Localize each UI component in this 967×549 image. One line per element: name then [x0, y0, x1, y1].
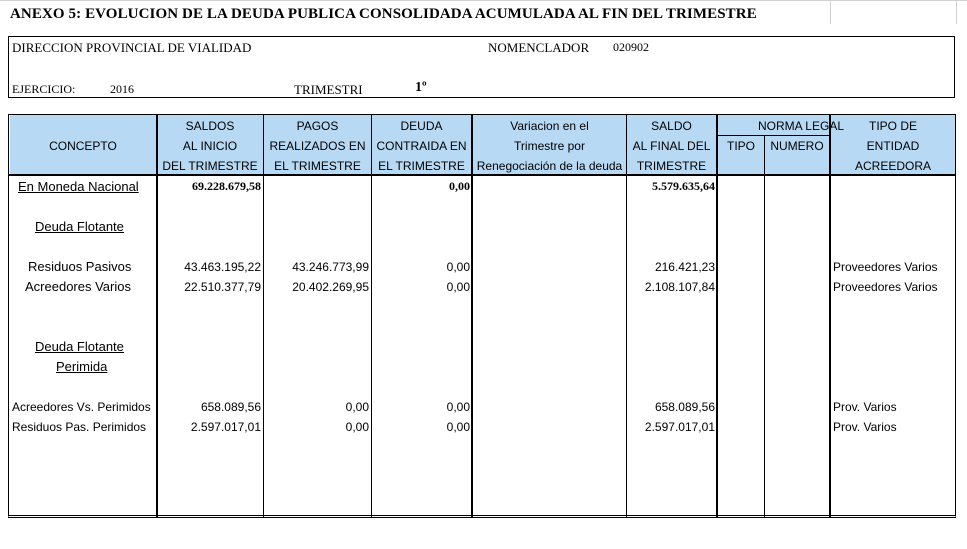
row-moneda-nacional-saldos: 69.228.679,58 — [192, 179, 261, 193]
col-divider — [263, 115, 264, 517]
header-pagos-2: REALIZADOS EN — [269, 139, 366, 153]
row-residuos-perimidos-saldos: 2.597.017,01 — [190, 420, 261, 434]
norma-legal-divider — [717, 135, 830, 136]
row-residuos-perimidos-deuda: 0,00 — [446, 420, 470, 434]
row-residuos-pasivos-pagos: 43.246.773,99 — [292, 260, 369, 274]
row-residuos-perimidos-saldo: 2.597.017,01 — [644, 420, 715, 434]
row-residuos-pasivos-entidad: Proveedores Varios — [833, 260, 938, 274]
col-divider — [626, 115, 627, 517]
nomenclador-label: NOMENCLADOR — [488, 40, 590, 55]
row-acreedores-perimidos-deuda: 0,00 — [446, 400, 470, 414]
row-moneda-nacional-saldo: 5.579.635,64 — [652, 179, 715, 193]
row-acreedores-varios-saldo: 2.108.107,84 — [644, 280, 715, 294]
header-tipo-entidad-2: ENTIDAD — [866, 139, 920, 153]
row-deuda-flotante-concepto: Deuda Flotante — [35, 219, 124, 234]
header-concepto: CONCEPTO — [49, 139, 117, 153]
header-variacion-2: Trimestre por — [514, 139, 585, 153]
header-tipo-entidad-1: TIPO DE — [868, 119, 917, 133]
trimestre-label: TRIMESTRI — [294, 82, 363, 97]
row-moneda-nacional-deuda: 0,00 — [449, 179, 470, 193]
header-saldo-3: TRIMESTRE — [636, 159, 707, 173]
header-saldo-1: SALDO — [651, 119, 692, 133]
row-moneda-nacional-concepto: En Moneda Nacional — [18, 179, 139, 194]
row-residuos-pasivos-deuda: 0,00 — [446, 260, 470, 274]
nomenclador-value: 020902 — [613, 40, 649, 54]
header-deuda-1: DEUDA — [400, 119, 443, 133]
row-residuos-pasivos-saldo: 216.421,23 — [654, 260, 715, 274]
row-acreedores-perimidos-concepto: Acreedores Vs. Perimidos — [12, 400, 151, 414]
ejercicio-label: EJERCICIO: — [12, 82, 76, 96]
row-residuos-pasivos-concepto: Residuos Pasivos — [28, 259, 132, 274]
row-residuos-perimidos-pagos: 0,00 — [345, 420, 369, 434]
row-acreedores-varios-concepto: Acreedores Varios — [25, 279, 131, 294]
header-pagos-1: PAGOS — [296, 119, 339, 133]
page-title: ANEXO 5: EVOLUCION DE LA DEUDA PUBLICA CONSOLIDADA ACUMULADA AL FIN DEL TRIMESTRE — [10, 6, 757, 22]
row-acreedores-perimidos-saldo: 658.089,56 — [654, 400, 715, 414]
col-divider — [716, 115, 718, 517]
header-saldos-3: DEL TRIMESTRE — [162, 159, 258, 173]
trimestre-value: 1º — [415, 80, 427, 95]
header-tipo: TIPO — [726, 139, 755, 153]
col-divider — [471, 115, 473, 517]
header-numero: NUMERO — [770, 139, 824, 153]
row-acreedores-varios-pagos: 20.402.269,95 — [292, 280, 369, 294]
header-variacion-3: Renegociación de la deuda — [476, 159, 623, 173]
col-divider — [764, 135, 765, 517]
row-residuos-perimidos-concepto: Residuos Pas. Perimidos — [12, 420, 147, 434]
ejercicio-value: 2016 — [110, 82, 134, 96]
gridline — [0, 0, 967, 1]
row-deuda-flotante-perimida-concepto-2: Perimida — [56, 359, 108, 374]
col-divider — [156, 115, 158, 517]
row-residuos-pasivos-saldos: 43.463.195,22 — [184, 260, 261, 274]
row-acreedores-varios-saldos: 22.510.377,79 — [184, 280, 261, 294]
header-pagos-3: EL TRIMESTRE — [274, 159, 361, 173]
header-saldos-2: AL INICIO — [182, 139, 238, 153]
row-acreedores-perimidos-pagos: 0,00 — [345, 400, 369, 414]
header-tipo-entidad-3: ACREEDORA — [854, 159, 931, 173]
col-divider — [371, 115, 372, 517]
header-deuda-3: EL TRIMESTRE — [378, 159, 465, 173]
gridline — [830, 0, 831, 24]
row-acreedores-varios-entidad: Proveedores Varios — [833, 280, 938, 294]
header-divider — [9, 174, 955, 176]
header-deuda-2: CONTRAIDA EN — [376, 139, 467, 153]
row-acreedores-perimidos-entidad: Prov. Varios — [833, 400, 897, 414]
header-variacion-1: Variacion en el — [510, 119, 589, 133]
gridline — [956, 0, 957, 24]
row-residuos-perimidos-entidad: Prov. Varios — [833, 420, 897, 434]
row-acreedores-varios-deuda: 0,00 — [446, 280, 470, 294]
header-saldo-2: AL FINAL DEL — [632, 139, 711, 153]
row-deuda-flotante-perimida-concepto-1: Deuda Flotante — [35, 339, 124, 354]
row-acreedores-perimidos-saldos: 658.089,56 — [200, 400, 261, 414]
header-saldos-1: SALDOS — [185, 119, 235, 133]
organismo-label: DIRECCION PROVINCIAL DE VIALIDAD — [12, 40, 252, 55]
header-norma-legal: NORMA LEGAL — [757, 119, 844, 133]
col-divider — [829, 115, 831, 517]
